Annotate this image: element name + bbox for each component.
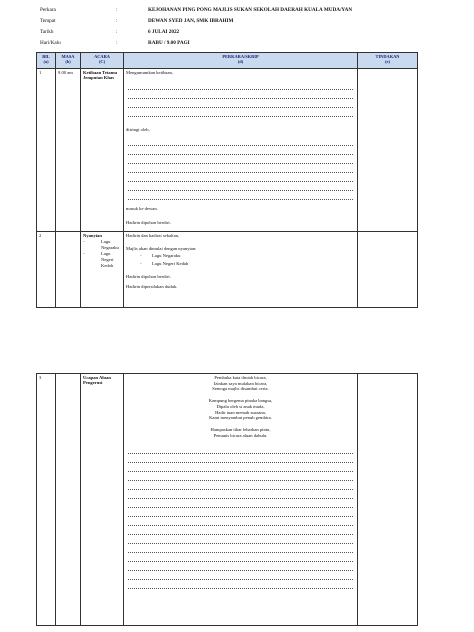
- list-item: - Lagu Negeri Kedah: [83, 251, 121, 269]
- stanza: Pembuka kata ilmiah bicara, Izinkan saya mulakan bicara, Semoga majlis disambut ceria.: [212, 375, 269, 392]
- header-value: KEJOHANAN PING PONG MAJLIS SUKAN SEKOLAH DAERAH KUALA MUDA/YAN: [148, 7, 353, 13]
- table-row: [37, 374, 418, 626]
- program-table-continued: [36, 373, 418, 626]
- header-value: 6 JULAI 2022: [148, 29, 180, 35]
- script-text: Hadirin dipohon berdiri.: [126, 273, 171, 279]
- cell-masa: 9.00 am: [56, 69, 81, 232]
- cell-script: [124, 69, 358, 232]
- cell-bil: 2: [37, 232, 56, 308]
- col-header-perkara: PERKARA/SKRIP (d): [124, 53, 358, 69]
- cell-tindakan: [358, 374, 418, 626]
- header-colon: :: [116, 29, 118, 35]
- script-text: Hadirin dipohon berdiri.: [126, 219, 171, 225]
- table-header-row: [37, 53, 418, 69]
- header-row-hari: [40, 40, 460, 50]
- header-row-tarikh: [40, 29, 460, 39]
- cell-acara: [81, 232, 124, 308]
- script-text: Majlis akan dimulai dengan nyanyian:: [126, 245, 197, 251]
- fill-in-lines: [126, 137, 355, 200]
- header-key: Hari/Kalu: [40, 40, 61, 46]
- list-item: - Lagu Negaraku: [126, 253, 355, 259]
- header-value: DEWAN SYED JAN, SMK IBRAHIM: [148, 18, 234, 24]
- header-key: Perkara: [40, 7, 56, 13]
- cell-tindakan: [358, 69, 418, 232]
- script-text: Hadirin dan hadirat sekalian,: [126, 233, 180, 238]
- col-header-masa: MASA (b): [56, 53, 81, 69]
- acara-title: Nyanyian: [83, 233, 102, 238]
- cell-acara: Ucapan Aluan Pengerusi: [81, 374, 124, 626]
- program-table: [36, 52, 418, 308]
- list-item: - Lagu Negaraku: [83, 239, 121, 251]
- col-header-bil: BIL (a): [37, 53, 56, 69]
- header-colon: :: [116, 40, 118, 46]
- cell-masa: [56, 232, 81, 308]
- script-text: masuk ke dewan.: [126, 206, 158, 211]
- cell-masa: [56, 374, 81, 626]
- cell-bil: 3: [37, 374, 56, 626]
- cell-tindakan: [358, 232, 418, 308]
- header-key: Tarikh: [40, 29, 54, 35]
- header-colon: :: [116, 18, 118, 24]
- header-colon: :: [116, 7, 118, 13]
- header-key: Tempat: [40, 18, 56, 24]
- table-row: [37, 69, 418, 232]
- header-row-tempat: [40, 18, 460, 28]
- song-list: [83, 239, 121, 269]
- fill-in-lines: [126, 81, 355, 117]
- header-value: RABU / 9.00 PAGI: [148, 40, 190, 46]
- cell-acara: Ketibaan Tetamu Jemputan Khas: [81, 69, 124, 232]
- col-header-acara: ACARA (C): [81, 53, 124, 69]
- script-text: diiringi oleh,: [126, 126, 150, 132]
- table-row: [37, 232, 418, 308]
- cell-script: [124, 232, 358, 308]
- fill-in-lines: [126, 445, 355, 589]
- script-text: Hadirin dipersilakan duduk.: [126, 284, 178, 290]
- stanza: Hampaskan tikar lebarkan pintu, Pemanis bicara aluan dahulu.: [210, 427, 271, 438]
- script-text: Mengumumkan ketibaan,: [126, 70, 173, 75]
- col-header-tindakan: TINDAKAN (e): [358, 53, 418, 69]
- header-row-perkara: [40, 7, 460, 17]
- cell-bil: 1: [37, 69, 56, 232]
- pantun: [126, 375, 355, 439]
- stanza: Kampung bergema pinaka bangsa, Dipalu oleh si anak muda, Hadir tuan memah suasana, Kami menyambut penuh gembira.: [208, 398, 273, 421]
- cell-script: [124, 374, 358, 626]
- list-item: - Lagu Negeri Kedah: [126, 261, 355, 267]
